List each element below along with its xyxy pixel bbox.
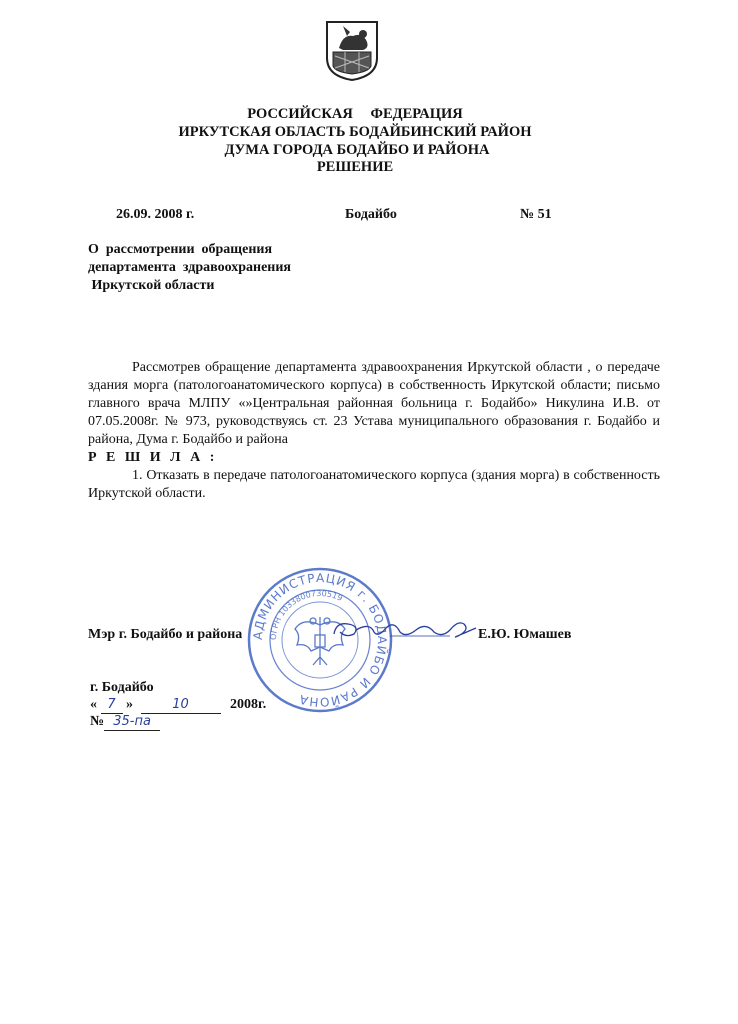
registration-date	[90, 697, 266, 714]
header-council: ДУМА ГОРОДА БОДАЙБО И РАЙОНА	[224, 142, 490, 158]
decision-body	[88, 359, 660, 503]
date-quote-close: »	[126, 697, 133, 712]
number-blank	[104, 714, 160, 731]
date-month-blank	[141, 697, 221, 714]
date-year: 2008г.	[230, 697, 267, 712]
subject-line: Иркутской области	[88, 278, 215, 293]
stamp-outer-text: АДМИНИСТРАЦИЯ г. БОДАЙБО И РАЙОНА	[250, 570, 390, 710]
registration-number	[90, 714, 160, 731]
number-label: №	[90, 714, 105, 729]
header-doc-type: РЕШЕНИЕ	[316, 159, 394, 175]
date-quote-open: «	[90, 697, 97, 712]
signatory-name: Е.Ю. Юмашев	[478, 627, 572, 642]
number-handwritten: 35-па	[113, 714, 151, 729]
registration-city: г. Бодайбо	[90, 680, 154, 695]
header-region: ИРКУТСКАЯ ОБЛАСТЬ БОДАЙБИНСКИЙ РАЙОН	[178, 124, 532, 140]
date-month-handwritten: 10	[172, 697, 189, 712]
preamble-paragraph: Рассмотрев обращение департамента здравоохранения Иркутской области , о передаче здания морга (патологоанатомического корпуса) в собственность Иркутской области; письмо главного врача МЛПУ «»Центральная районная больница г. Бодайбо» Никулина И.В. от 07.05.2008г. № 973, руководствуясь ст. 23 Устава муниципального образования г. Бодайбо и района, Дума г. Бодайбо и района	[88, 360, 660, 447]
subject-line: О рассмотрении обращения	[88, 242, 273, 257]
decision-city: Бодайбо	[345, 207, 397, 222]
handwritten-signature	[330, 608, 480, 648]
date-day-blank	[101, 697, 123, 714]
decision-date: 26.09. 2008 г.	[116, 207, 195, 222]
subject-line: департамента здравоохранения	[88, 260, 292, 275]
signature-position: Мэр г. Бодайбо и района	[88, 627, 243, 642]
stamp-inner-text: ОГРН 1033800730519	[268, 588, 344, 641]
decision-number: № 51	[520, 207, 552, 222]
decision-subject	[88, 241, 291, 295]
resolution-item-1: 1. Отказать в передаче патологоанатомического корпуса (здания морга) в собственность Иркутской области.	[88, 468, 660, 501]
header-country: РОССИЙСКАЯ ФЕДЕРАЦИЯ	[247, 106, 463, 122]
date-day-handwritten: 7	[107, 697, 116, 712]
coat-of-arms-emblem	[323, 18, 381, 82]
resolved-heading: Р Е Ш И Л А :	[88, 450, 218, 465]
